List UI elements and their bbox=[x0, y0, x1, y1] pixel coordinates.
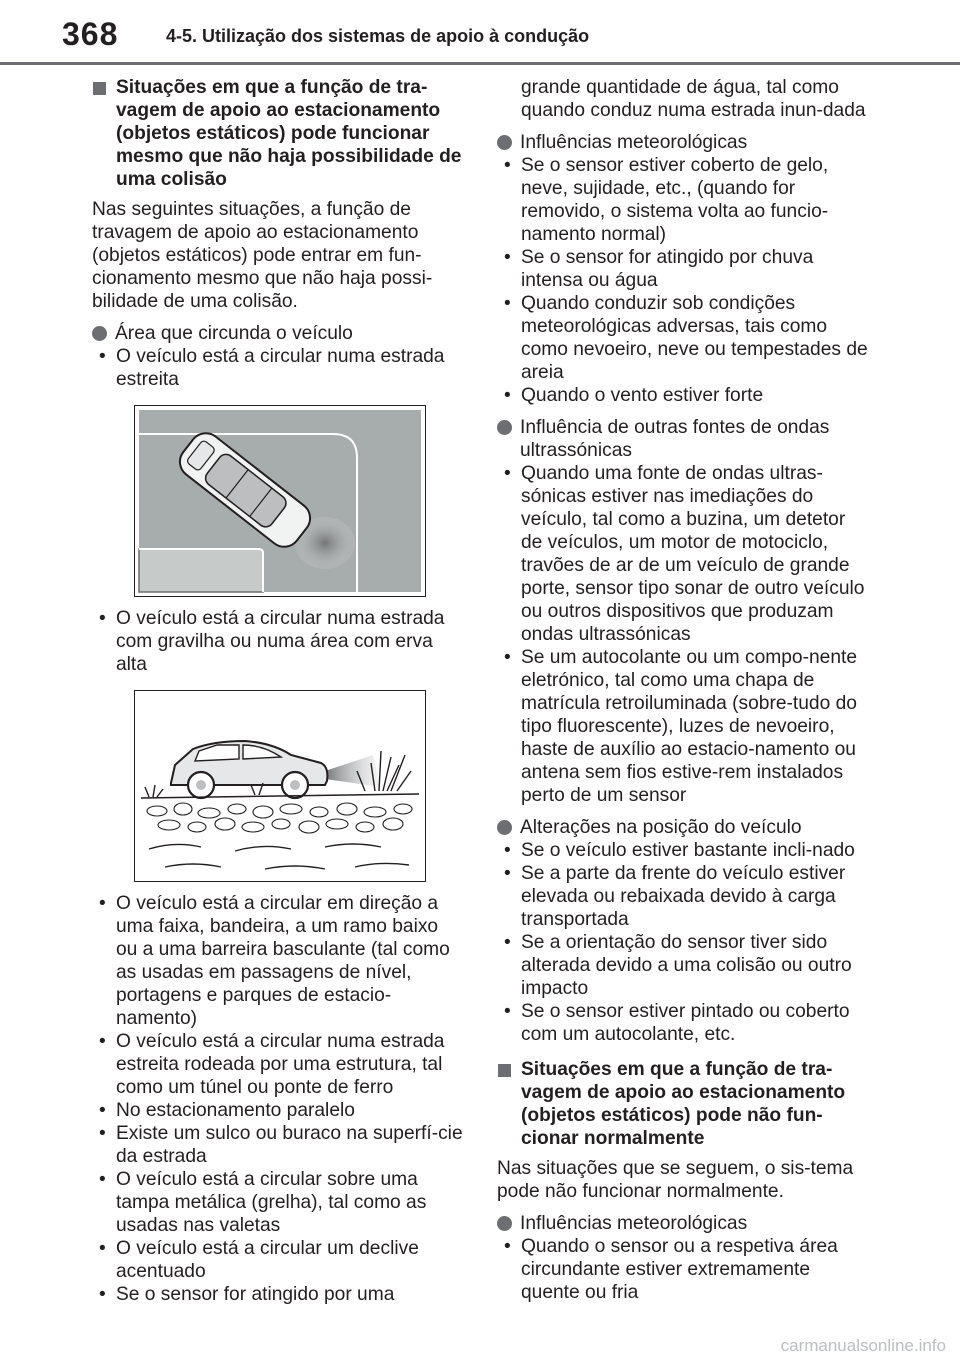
figure-narrow-road bbox=[134, 405, 426, 597]
chapter-title: 4-5. Utilização dos sistemas de apoio à condução bbox=[166, 26, 590, 46]
subheading-weather-2: Influências meteorológicas bbox=[497, 1212, 869, 1235]
list-item: • Se a orientação do sensor tiver sido alterada devido a uma colisão ou outro impacto bbox=[497, 931, 869, 1000]
list-item: • Se o veículo estiver bastante incli-nado bbox=[497, 839, 869, 862]
section-intro-2: Nas situações que se seguem, o sis-tema pode não funcionar normalmente. bbox=[497, 1158, 854, 1202]
list-item: • Quando conduzir sob condições meteorológicas adversas, tais como como nevoeiro, neve ou tempestades de areia bbox=[497, 292, 869, 384]
list-item: • Se o sensor estiver coberto de gelo, neve, sujidade, etc., (quando for removido, o sistema volta ao funcio-namento normal) bbox=[497, 154, 869, 246]
subheading-vehicle-area: Área que circunda o veículo bbox=[92, 322, 464, 345]
subheading-ultrasonic: Influência de outras fontes de ondas ultrassónicas bbox=[497, 416, 869, 462]
header-rule bbox=[0, 62, 960, 65]
page-number: 368 bbox=[62, 16, 119, 52]
list-item: • O veículo está a circular um declive acentuado bbox=[92, 1237, 464, 1283]
list-item: • Quando o vento estiver forte bbox=[497, 384, 869, 407]
figure-gravel-grass bbox=[134, 690, 426, 882]
subheading-weather: Influências meteorológicas bbox=[497, 131, 869, 154]
section-heading-may-not-operate: Situações em que a função de tra-vagem de apoio ao estacionamento (objetos estáticos) pode não fun-cionar normalmente bbox=[497, 1058, 869, 1150]
watermark: carmanualsonline.info bbox=[780, 1336, 946, 1355]
list-item: • Se o sensor estiver pintado ou coberto com um autocolante, etc. bbox=[497, 1000, 869, 1046]
left-column bbox=[92, 76, 464, 1306]
subheading-vehicle-position: Alterações na posição do veículo bbox=[497, 816, 869, 839]
list-item: • O veículo está a circular sobre uma tampa metálica (grelha), tal como as usadas nas valetas bbox=[92, 1168, 464, 1237]
bullet-list-more-situations bbox=[92, 892, 464, 1306]
list-item: • Existe um sulco ou buraco na superfí-cie da estrada bbox=[92, 1122, 464, 1168]
bullet-gravel-grass: • O veículo está a circular numa estrada com gravilha ou numa área com erva alta bbox=[92, 607, 464, 676]
bullet-narrow-road: • O veículo está a circular numa estrada estreita bbox=[92, 345, 464, 391]
list-item: • O veículo está a circular em direção a uma faixa, bandeira, a um ramo baixo ou a uma barreira basculante (tal como as usadas em passagens de nível, portagens e parques de estacio-namento) bbox=[92, 892, 464, 1030]
list-item: • Quando o sensor ou a respetiva área circundante estiver extremamente quente ou fria bbox=[497, 1235, 869, 1304]
list-item: • Se o sensor for atingido por chuva intensa ou água bbox=[497, 246, 869, 292]
list-item: • O veículo está a circular numa estrada estreita rodeada por uma estrutura, tal como um túnel ou ponte de ferro bbox=[92, 1030, 464, 1099]
list-item: • Se a parte da frente do veículo estiver elevada ou rebaixada devido à carga transportada bbox=[497, 862, 869, 931]
list-item: • No estacionamento paralelo bbox=[92, 1099, 464, 1122]
list-item: • Se o sensor for atingido por uma bbox=[92, 1283, 464, 1306]
continued-text: grande quantidade de água, tal como quando conduz numa estrada inun-dada bbox=[521, 77, 866, 121]
section-intro: Nas seguintes situações, a função de travagem de apoio ao estacionamento (objetos estáticos) pode entrar em fun-cionamento mesmo que não haja possi-bilidade de uma colisão. bbox=[92, 199, 433, 312]
section-heading-false-activation: Situações em que a função de tra-vagem de apoio ao estacionamento (objetos estáticos) pode funcionar mesmo que não haja possibilidade de uma colisão bbox=[92, 76, 464, 191]
list-item: • Se um autocolante ou um compo-nente eletrónico, tal como uma chapa de matrícula retroiluminada (sobre-tudo do tipo fluorescente), luzes de nevoeiro, haste de auxílio ao estacio-namento ou antena sem fios estive-rem instalados perto de um sensor bbox=[497, 646, 869, 807]
page-header bbox=[0, 0, 960, 64]
list-item: • Quando uma fonte de ondas ultras-sónicas estiver nas imediações do veículo, tal como a buzina, um detetor de veículos, um motor de motociclo, travões de ar de um veículo de grande porte, sensor tipo sonar de outro veículo ou outros dispositivos que produzam ondas ultrassónicas bbox=[497, 462, 869, 646]
right-column bbox=[497, 76, 869, 1304]
